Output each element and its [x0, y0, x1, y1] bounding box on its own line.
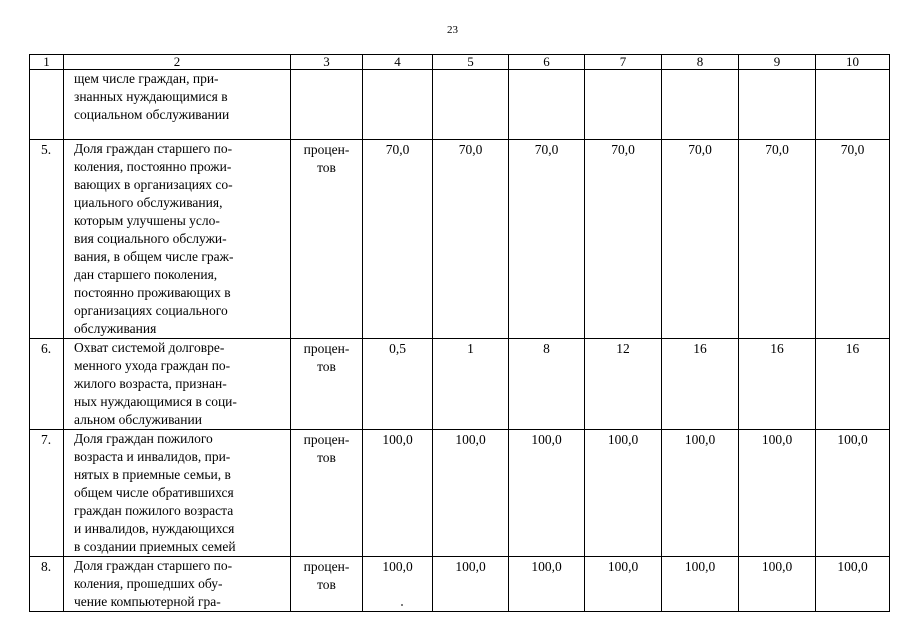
description-line: которым улучшены усло- [74, 213, 220, 228]
column-header: 7 [585, 55, 662, 70]
description-line: циального обслуживания, [74, 195, 223, 210]
row-number: 6. [30, 339, 64, 430]
row-value: 70,0 [433, 140, 509, 339]
row-value: 100,0 [509, 557, 585, 612]
row-value: 100,0 [433, 430, 509, 557]
row-number [30, 70, 64, 140]
row-value: 8 [509, 339, 585, 430]
description-line: возраста и инвалидов, при- [74, 449, 231, 464]
unit-line: процен- [303, 559, 350, 574]
row-value: 100,0 [739, 557, 816, 612]
unit-line: процен- [303, 432, 350, 447]
description-line: ных нуждающимися в соци- [74, 394, 237, 409]
row-value: 100,0 [585, 430, 662, 557]
row-value [739, 70, 816, 140]
table-row [30, 339, 890, 430]
description-line: обслуживания [74, 321, 157, 336]
description-line: в создании приемных семей [74, 539, 236, 554]
row-value: 100,0 [739, 430, 816, 557]
row-value [662, 70, 739, 140]
row-number: 5. [30, 140, 64, 339]
column-header: 5 [433, 55, 509, 70]
table-row [30, 430, 890, 557]
row-value: 100,0 [363, 557, 433, 612]
row-value: 70,0 [363, 140, 433, 339]
unit-line: тов [317, 359, 336, 374]
row-description [64, 339, 291, 430]
row-value: 70,0 [739, 140, 816, 339]
row-unit [291, 557, 363, 612]
column-header: 6 [509, 55, 585, 70]
row-unit [291, 339, 363, 430]
description-line: нятых в приемные семьи, в [74, 467, 231, 482]
column-header: 1 [30, 55, 64, 70]
indicators-table [29, 54, 890, 612]
unit-line: тов [317, 577, 336, 592]
row-unit [291, 430, 363, 557]
description-line: коления, постоянно прожи- [74, 159, 232, 174]
description-line: жилого возраста, признан- [74, 376, 227, 391]
description-line: организациях социального [74, 303, 228, 318]
description-line: знанных нуждающимися в [74, 89, 228, 104]
table-header-row [30, 55, 890, 70]
description-line: вия социального обслужи- [74, 231, 227, 246]
description-line: альном обслуживании [74, 412, 202, 427]
row-value: 100,0 [662, 430, 739, 557]
description-line: Доля граждан старшего по- [74, 141, 233, 156]
row-value [816, 70, 890, 140]
description-line: вания, в общем числе граж- [74, 249, 234, 264]
column-header: 4 [363, 55, 433, 70]
row-value: 100,0 [363, 430, 433, 557]
description-line: коления, прошедших обу- [74, 576, 223, 591]
description-line: Охват системой долговре- [74, 340, 225, 355]
row-description [64, 557, 291, 612]
description-line: постоянно проживающих в [74, 285, 231, 300]
column-header: 2 [64, 55, 291, 70]
row-value [363, 70, 433, 140]
row-value: 0,5 [363, 339, 433, 430]
description-line: вающих в организациях со- [74, 177, 233, 192]
page-number: 23 [447, 24, 458, 36]
table-row [30, 70, 890, 140]
description-line: граждан пожилого возраста [74, 503, 234, 518]
row-number: 8. [30, 557, 64, 612]
column-header: 9 [739, 55, 816, 70]
row-value: 100,0 [816, 557, 890, 612]
row-unit [291, 140, 363, 339]
description-line: дан старшего поколения, [74, 267, 218, 282]
row-value: 100,0 [585, 557, 662, 612]
description-line: чение компьютерной гра- [74, 594, 221, 609]
row-value: 70,0 [585, 140, 662, 339]
row-number: 7. [30, 430, 64, 557]
row-value: 100,0 [433, 557, 509, 612]
description-line: щем числе граждан, при- [74, 71, 219, 86]
table-row [30, 557, 890, 612]
row-value: 16 [816, 339, 890, 430]
row-value: 70,0 [662, 140, 739, 339]
column-header: 10 [816, 55, 890, 70]
row-description [64, 430, 291, 557]
unit-line: тов [317, 450, 336, 465]
description-line: социальном обслуживании [74, 107, 230, 122]
column-header: 3 [291, 55, 363, 70]
row-value [585, 70, 662, 140]
description-line: менного ухода граждан по- [74, 358, 231, 373]
row-description [64, 70, 291, 140]
row-value: 16 [662, 339, 739, 430]
description-line: общем числе обратившихся [74, 485, 234, 500]
row-description [64, 140, 291, 339]
unit-line: процен- [303, 341, 350, 356]
column-header: 8 [662, 55, 739, 70]
row-value [433, 70, 509, 140]
row-value: 70,0 [509, 140, 585, 339]
description-line: и инвалидов, нуждающихся [74, 521, 235, 536]
table-row [30, 140, 890, 339]
scan-speck [401, 604, 403, 606]
row-value [509, 70, 585, 140]
unit-line: процен- [303, 142, 350, 157]
row-value: 100,0 [816, 430, 890, 557]
row-value: 100,0 [662, 557, 739, 612]
row-value: 12 [585, 339, 662, 430]
row-value: 100,0 [509, 430, 585, 557]
row-unit [291, 70, 363, 140]
row-value: 1 [433, 339, 509, 430]
row-value: 70,0 [816, 140, 890, 339]
unit-line: тов [317, 160, 336, 175]
description-line: Доля граждан пожилого [74, 431, 213, 446]
description-line: Доля граждан старшего по- [74, 558, 233, 573]
row-value: 16 [739, 339, 816, 430]
